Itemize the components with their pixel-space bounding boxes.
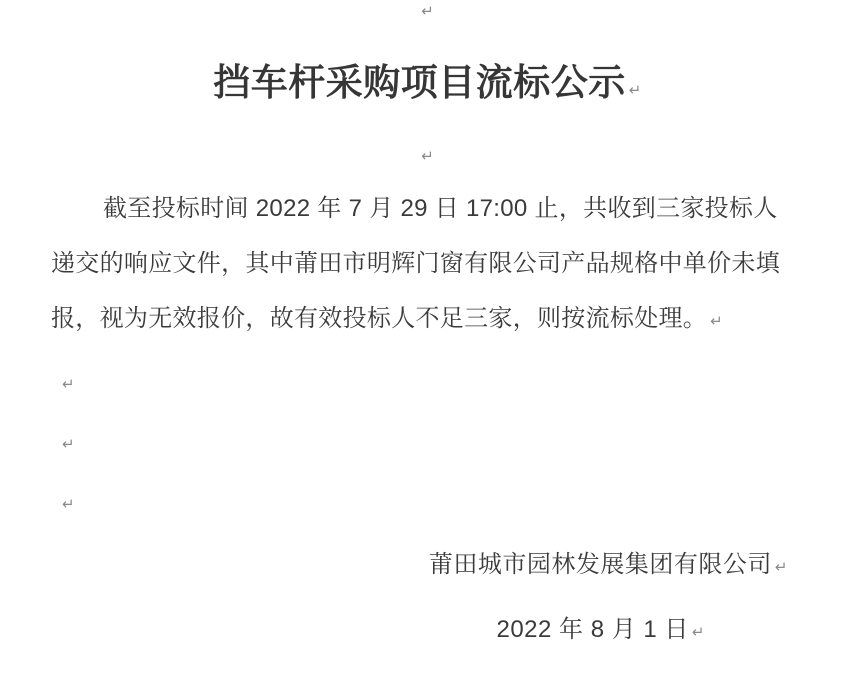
paragraph-mark-icon: ↵	[710, 313, 723, 330]
paragraph-mark-icon: ↵	[62, 376, 75, 393]
body-line: 递交的响应文件，其中莆田市明辉门窗有限公司产品规格中单价未填	[51, 250, 780, 277]
paragraph-mark-icon: ↵	[628, 82, 642, 99]
paragraph-mark-icon: ↵	[62, 496, 75, 513]
page-title-text: 挡车杆采购项目流标公示	[213, 62, 626, 103]
body-line	[51, 291, 829, 349]
paragraph-mark-icon: ↵	[421, 148, 434, 165]
signature-company	[0, 544, 855, 579]
paragraph-mark-icon: ↵	[774, 559, 788, 576]
paragraph-mark-icon: ↵	[421, 3, 434, 20]
paragraph-mark-icon: ↵	[62, 436, 75, 453]
page-title	[0, 60, 855, 114]
paragraph-mark-icon: ↵	[691, 624, 705, 641]
body-paragraph	[51, 181, 829, 349]
signature-date	[0, 609, 855, 644]
body-line: 截至投标时间 2022 年 7 月 29 日 17:00 止，共收到三家投标人	[103, 195, 778, 222]
signature-company-text: 莆田城市园林发展集团有限公司	[428, 551, 772, 578]
body-line-text: 报，视为无效报价，故有效投标人不足三家，则按流标处理。	[51, 305, 708, 332]
signature-date-text: 2022 年 8 月 1 日	[496, 616, 689, 643]
